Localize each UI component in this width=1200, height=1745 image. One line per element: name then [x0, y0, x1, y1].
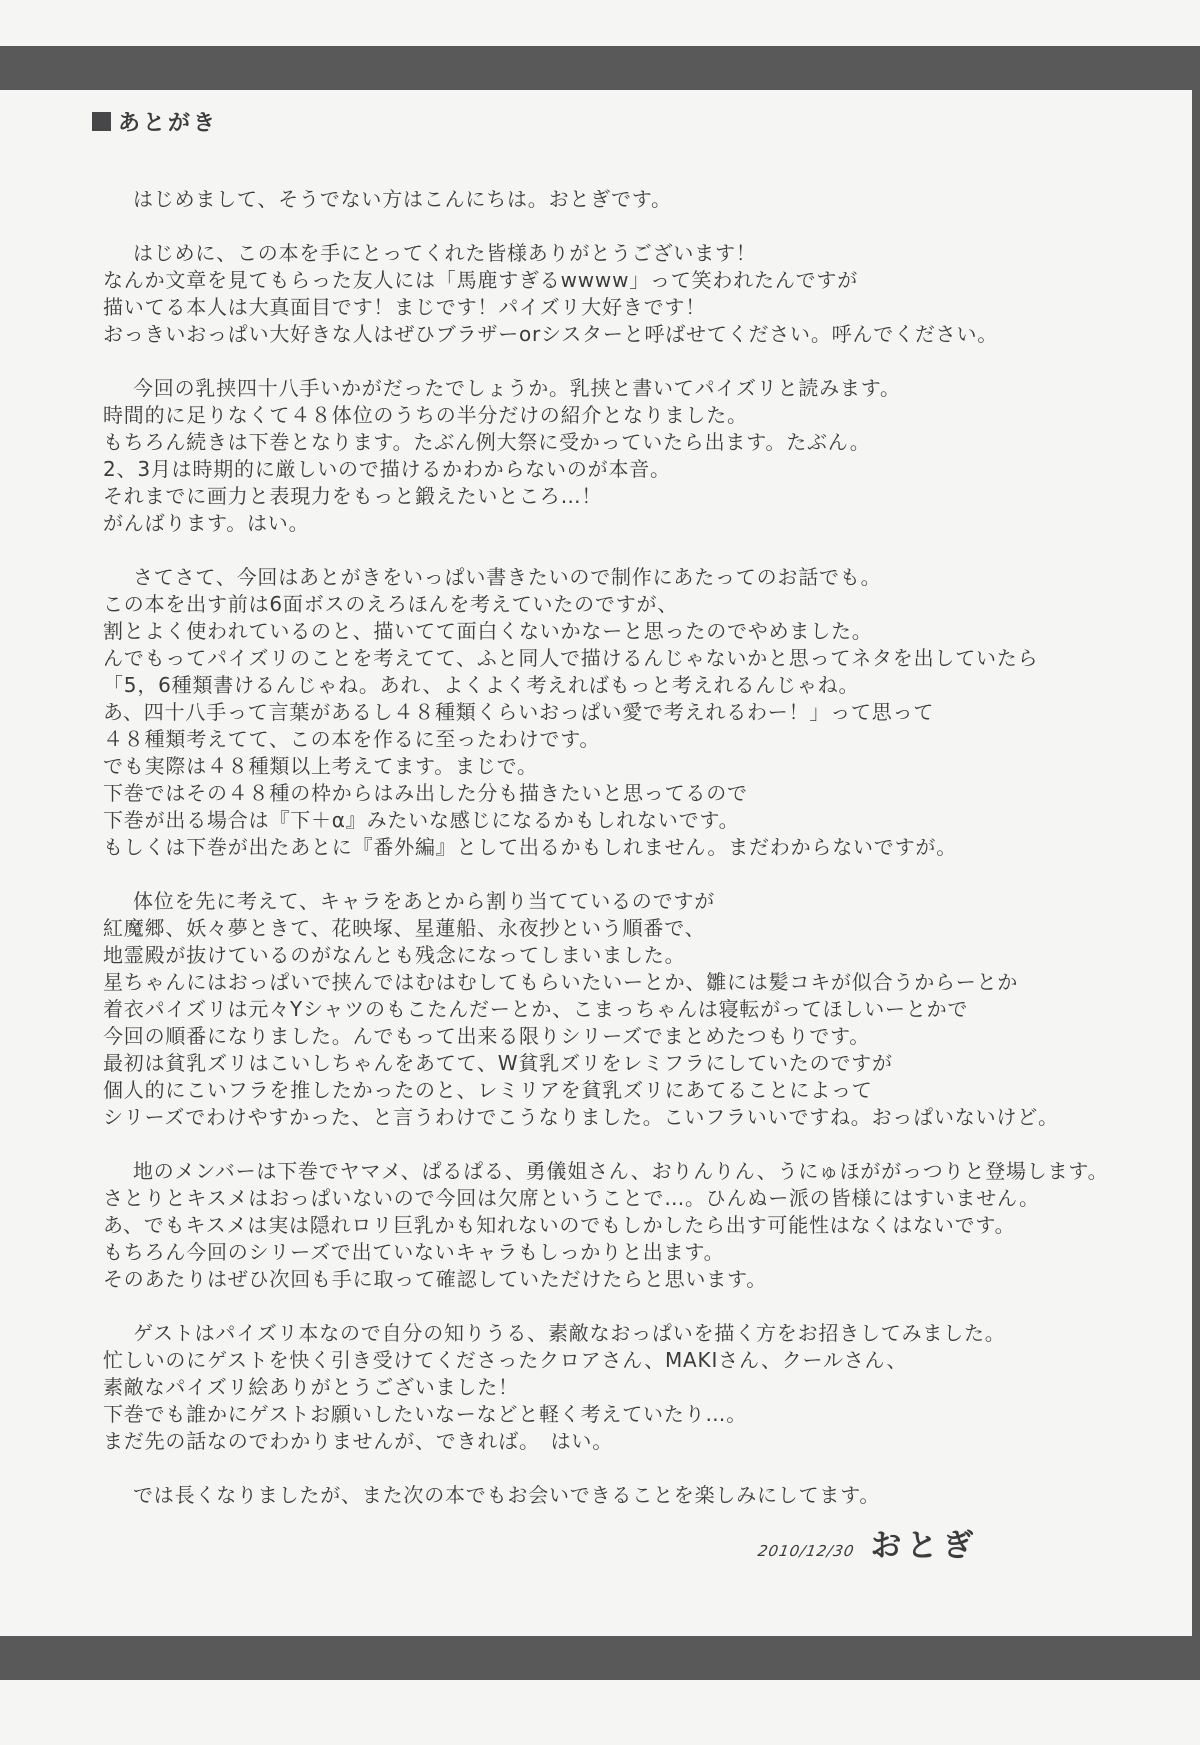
page-title: あとがき	[118, 111, 219, 136]
text-line: 星ちゃんにはおっぱいで挟んではむはむしてもらいたいーとか、雛には髪コキが似合うからーとか	[103, 970, 1019, 994]
text-line: 地のメンバーは下巻でヤマメ、ぱるぱる、勇儀姐さん、おりんりん、うにゅほががっつりと登場します。	[133, 1159, 1109, 1183]
text-line: がんばります。はい。	[103, 511, 310, 535]
right-border-band	[1192, 46, 1200, 1680]
text-line: そのあたりはぜひ次回も手に取って確認していただけたらと思います。	[103, 1267, 767, 1291]
text-line: でも実際は４８種類以上考えてます。まじで。	[103, 754, 538, 778]
paragraph	[103, 186, 1163, 213]
text-line: なんか文章を見てもらった友人には「馬鹿すぎるwwww」って笑われたんですが	[103, 268, 859, 292]
paragraph	[103, 240, 1163, 348]
signature-date: 2010/12/30	[756, 1542, 857, 1560]
text-line: 今回の乳挟四十八手いかがだったでしょうか。乳挟と書いてパイズリと読みます。	[133, 376, 901, 400]
paragraph	[103, 564, 1163, 861]
paragraph	[103, 1320, 1163, 1455]
top-border-band	[0, 46, 1200, 90]
text-line: 地霊殿が抜けているのがなんとも残念になってしまいました。	[103, 943, 686, 967]
text-line: 描いてる本人は大真面目です！まじです！パイズリ大好きです！	[103, 295, 706, 319]
paragraph	[103, 1482, 1163, 1509]
text-line: 着衣パイズリは元々Yシャツのもこたんだーとか、こまっちゃんは寝転がってほしいーとかで	[103, 997, 969, 1021]
text-line: 下巻が出る場合は『下＋α』みたいな感じになるかもしれないです。	[103, 808, 740, 832]
paragraph	[103, 375, 1163, 537]
text-line: おっきいおっぱい大好きな人はぜひブラザーorシスターと呼ばせてください。呼んでください。	[103, 322, 999, 346]
text-line: さてさて、今回はあとがきをいっぱい書きたいので制作にあたってのお話でも。	[133, 565, 882, 589]
text-line: この本を出す前は6面ボスのえろほんを考えていたのですが、	[103, 592, 679, 616]
afterword-body	[103, 186, 1163, 1536]
text-line: 最初は貧乳ズリはこいしちゃんをあてて、W貧乳ズリをレミフラにしていたのですが	[103, 1051, 893, 1075]
paragraph	[103, 888, 1163, 1131]
text-line: 時間的に足りなくて４８体位のうちの半分だけの紹介となりました。	[103, 403, 748, 427]
text-line: さとりとキスメはおっぱいないので今回は欠席ということで…。ひんぬー派の皆様にはすいません。	[103, 1186, 1040, 1210]
text-line: ４８種類考えてて、この本を作るに至ったわけです。	[103, 727, 601, 751]
text-line: 素敵なパイズリ絵ありがとうございました！	[103, 1375, 519, 1399]
text-line: 忙しいのにゲストを快く引き受けてくださったクロアさん、MAKIさん、クールさん、	[103, 1348, 908, 1372]
text-line: 2、3月は時期的に厳しいので描けるかわからないのが本音。	[103, 457, 671, 481]
text-line: 体位を先に考えて、キャラをあとから割り当てているのですが	[133, 889, 715, 913]
section-square-icon	[92, 112, 111, 131]
text-line: はじめに、この本を手にとってくれた皆様ありがとうございます！	[133, 241, 757, 265]
signature-name: おとぎ	[870, 1528, 979, 1564]
text-line: それまでに画力と表現力をもっと鍛えたいところ…！	[103, 484, 603, 508]
text-line: まだ先の話なのでわかりませんが、できれば。 はい。	[103, 1429, 613, 1453]
text-line: では長くなりましたが、また次の本でもお会いできることを楽しみにしてます。	[133, 1483, 881, 1507]
text-line: 今回の順番になりました。んでもって出来る限りシリーズでまとめたつもりです。	[103, 1024, 870, 1048]
text-line: 下巻ではその４８種の枠からはみ出した分も描きたいと思ってるので	[103, 781, 748, 805]
text-line: んでもってパイズリのことを考えてて、ふと同人で描けるんじゃないかと思ってネタを出していたら	[103, 646, 1039, 670]
section-title-row	[92, 106, 218, 137]
signature	[758, 1520, 978, 1565]
text-line: もしくは下巻が出たあとに『番外編』として出るかもしれません。まだわからないですが。	[103, 835, 957, 859]
paragraph	[103, 1158, 1163, 1293]
text-line: 個人的にこいフラを推したかったのと、レミリアを貧乳ズリにあてることによって	[103, 1078, 873, 1102]
text-line: もちろん続きは下巻となります。たぶん例大祭に受かっていたら出ます。たぶん。	[103, 430, 871, 454]
text-line: 紅魔郷、妖々夢ときて、花映塚、星蓮船、永夜抄という順番で、	[103, 916, 706, 940]
text-line: もちろん今回のシリーズで出ていないキャラもしっかりと出ます。	[103, 1240, 725, 1264]
text-line: ゲストはパイズリ本なので自分の知りうる、素敵なおっぱいを描く方をお招きしてみました。	[133, 1321, 1006, 1345]
text-line: はじめまして、そうでない方はこんにちは。おとぎです。	[133, 187, 672, 211]
bottom-border-band	[0, 1636, 1200, 1680]
text-line: 「5，6種類書けるんじゃね。あれ、よくよく考えればもっと考えれるんじゃね。	[103, 673, 860, 697]
text-line: シリーズでわけやすかった、と言うわけでこうなりました。こいフラいいですね。おっぱいないけど。	[103, 1105, 1059, 1129]
text-line: あ、でもキスメは実は隠れロリ巨乳かも知れないのでもしかしたら出す可能性はなくはないです。	[103, 1213, 1016, 1237]
text-line: 下巻でも誰かにゲストお願いしたいなーなどと軽く考えていたり…。	[103, 1402, 747, 1426]
text-line: 割とよく使われているのと、描いてて面白くないかなーと思ったのでやめました。	[103, 619, 873, 643]
text-line: あ、四十八手って言葉があるし４８種類くらいおっぱい愛で考えれるわー！」って思って	[103, 700, 935, 724]
